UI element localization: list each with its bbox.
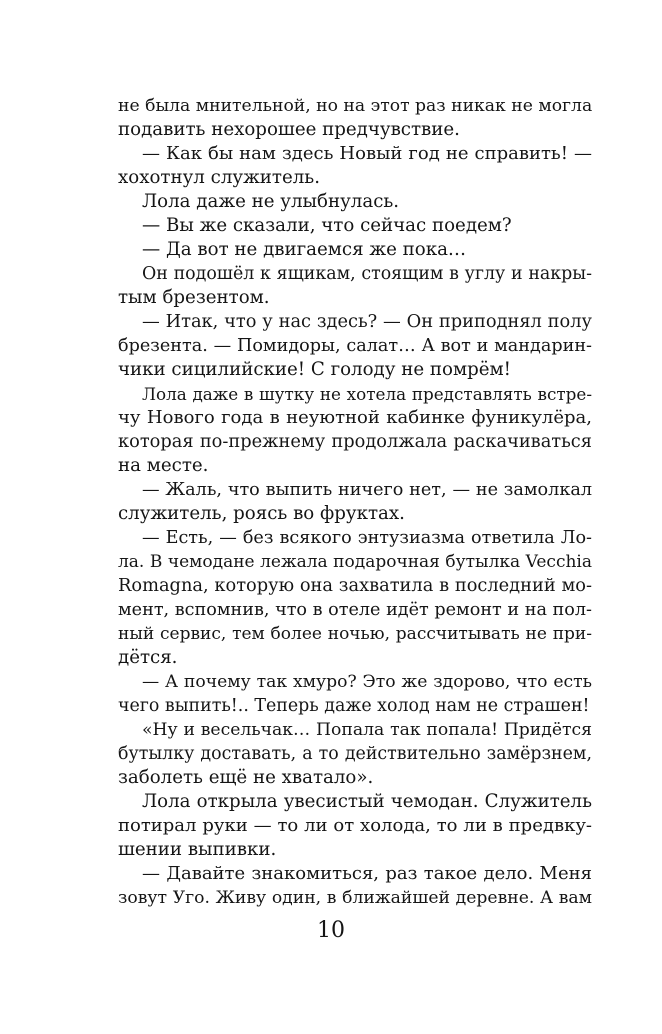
text-line: Лола даже не улыбнулась. xyxy=(142,191,400,212)
text-line: брезента. — Помидоры, салат… А вот и мандарин- xyxy=(118,336,592,356)
text-line: — Есть, — без всякого энтузиазма ответила Ло- xyxy=(142,528,592,548)
text-line: — Да вот не двигаемся же пока… xyxy=(142,239,467,260)
text-line: — Вы же сказали, что сейчас поедем? xyxy=(142,215,512,236)
text-line: шении выпивки. xyxy=(118,839,277,860)
text-line: ла. В чемодане лежала подарочная бутылка Vecchia xyxy=(118,552,592,572)
text-line: — Жаль, что выпить ничего нет, — не замолкал xyxy=(142,480,592,500)
text-line: Он подошёл к ящикам, стоящим в углу и накры- xyxy=(142,264,592,284)
text-line: Лола открыла увесистый чемодан. Служитель xyxy=(142,791,592,812)
text-line: — Итак, что у нас здесь? — Он приподнял полу xyxy=(142,311,592,332)
text-line: зовут Уго. Живу один, в ближайшей деревне. А вам xyxy=(118,888,592,908)
text-line: на месте. xyxy=(118,455,209,476)
text-line: мент, вспомнив, что в отеле идёт ремонт и на пол- xyxy=(118,600,592,620)
text-line: чики сицилийские! С голоду не помрём! xyxy=(118,359,511,380)
text-line: ный сервис, тем более ночью, рассчитывать не при- xyxy=(118,624,592,644)
text-line: тым брезентом. xyxy=(118,287,270,308)
text-line: дётся. xyxy=(118,647,178,668)
text-line: подавить нехорошее предчувствие. xyxy=(118,119,460,140)
text-line: Romagna, которую она захватила в последний мо- xyxy=(118,575,592,596)
text-line: потирал руки — то ли от холода, то ли в предвку- xyxy=(118,815,592,836)
text-line: служитель, роясь во фруктах. xyxy=(118,503,405,524)
text-line: чего выпить!.. Теперь даже холод нам не страшен! xyxy=(118,696,590,716)
page-number: 10 xyxy=(317,918,345,943)
text-line: не была мнительной, но на этот раз никак не могла xyxy=(118,96,593,116)
text-line: — Как бы нам здесь Новый год не справить! — xyxy=(142,143,592,164)
text-line: чу Нового года в неуютной кабинке фуникулёра, xyxy=(118,407,592,428)
text-line: хохотнул служитель. xyxy=(118,167,320,188)
text-line: — Давайте знакомиться, раз такое дело. Меня xyxy=(142,863,592,884)
text-line: — А почему так хмуро? Это же здорово, что есть xyxy=(142,672,592,692)
text-line: Лола даже в шутку не хотела представлять встре- xyxy=(142,384,592,404)
text-line: «Ну и весельчак… Попала так попала! Придётся xyxy=(142,720,592,740)
text-line: которая по-прежнему продолжала раскачиваться xyxy=(118,431,592,452)
text-line: заболеть ещё не хватало». xyxy=(118,767,374,788)
text-line: бутылку доставать, а то действительно замёрзнем, xyxy=(118,744,592,764)
